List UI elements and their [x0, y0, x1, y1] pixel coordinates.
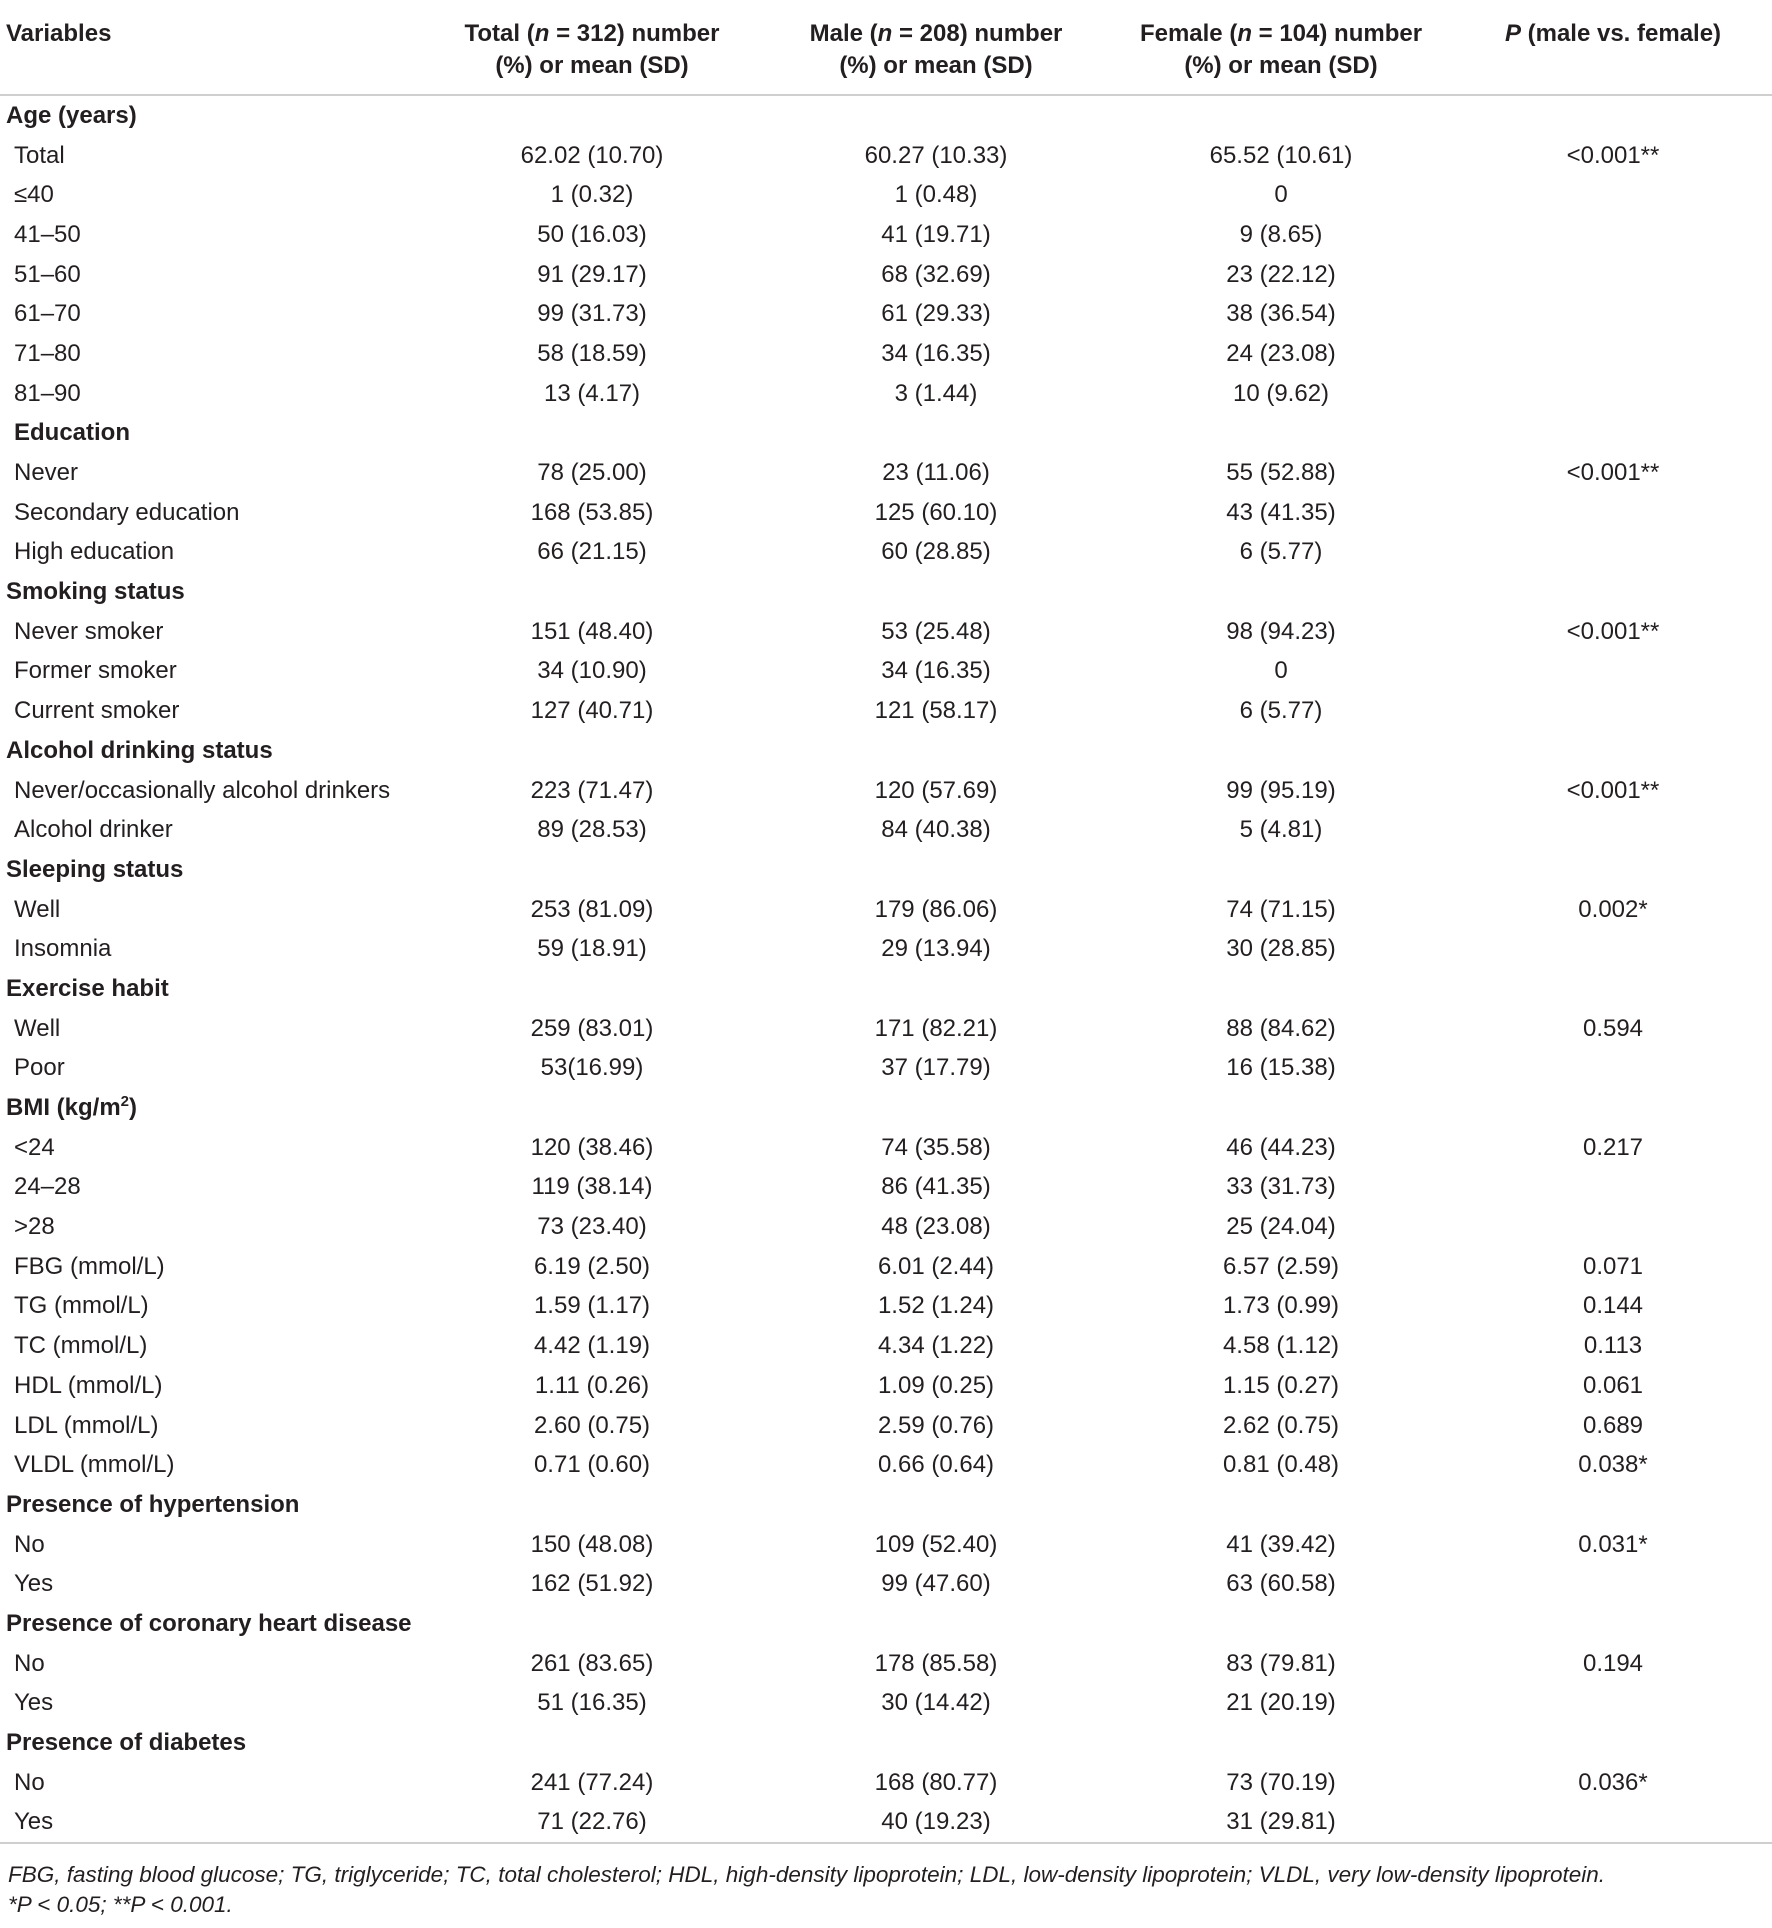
row-label: Alcohol drinker	[14, 816, 173, 844]
cell-p-value	[1454, 1049, 1772, 1089]
cell-total: 78 (25.00)	[537, 459, 647, 487]
cell-total: 58 (18.59)	[537, 339, 647, 367]
row-label: 51–60	[14, 260, 81, 288]
group-label: Presence of coronary heart disease	[6, 1609, 412, 1637]
cell-p-value	[1454, 294, 1772, 334]
table-row	[0, 1406, 1772, 1446]
cell-total: 1.11 (0.26)	[534, 1371, 650, 1399]
cell-p-value	[1454, 691, 1772, 731]
cell-male: 61 (29.33)	[881, 300, 991, 328]
row-label: VLDL (mmol/L)	[14, 1451, 175, 1479]
group-label: Sleeping status	[6, 855, 184, 883]
cell-male: 178 (85.58)	[874, 1649, 998, 1677]
cell-female: 21 (20.19)	[1226, 1689, 1336, 1717]
cell-female: 1.15 (0.27)	[1222, 1371, 1340, 1399]
cell-total: 99 (31.73)	[537, 300, 647, 328]
table-row	[0, 493, 1772, 533]
table-row	[0, 810, 1772, 850]
cell-total: 259 (83.01)	[530, 1014, 654, 1042]
header-total: Total (n = 312) number (%) or mean (SD)	[420, 0, 764, 95]
cell-female: 30 (28.85)	[1226, 935, 1336, 963]
row-label: No	[14, 1530, 45, 1558]
table-row	[0, 136, 1772, 176]
group-row	[0, 969, 1772, 1009]
cell-p-value: 0.194	[1582, 1649, 1644, 1677]
row-label: 61–70	[14, 300, 81, 328]
table-footnote	[0, 1842, 1772, 1920]
cell-male: 84 (40.38)	[881, 816, 991, 844]
group-label: Smoking status	[6, 578, 185, 606]
group-row	[0, 1604, 1772, 1644]
cell-female: 73 (70.19)	[1226, 1768, 1336, 1796]
header-row	[0, 0, 1772, 95]
row-label: Poor	[14, 1054, 65, 1082]
cell-total: 89 (28.53)	[537, 816, 647, 844]
cell-p-value	[1454, 1684, 1772, 1724]
cell-male: 1.09 (0.25)	[877, 1371, 995, 1399]
cell-total: 168 (53.85)	[530, 498, 654, 526]
row-label: Current smoker	[14, 697, 180, 725]
cell-p-value: 0.113	[1583, 1332, 1643, 1360]
table-row	[0, 1247, 1772, 1287]
cell-total: 0.71 (0.60)	[533, 1451, 651, 1479]
cell-male: 60.27 (10.33)	[864, 141, 1008, 169]
row-label: >28	[14, 1213, 55, 1241]
cell-female: 25 (24.04)	[1226, 1213, 1336, 1241]
cell-female: 23 (22.12)	[1226, 260, 1336, 288]
cell-p-value	[1454, 929, 1772, 969]
table-row	[0, 1564, 1772, 1604]
cell-total: 59 (18.91)	[537, 935, 647, 963]
cell-male: 34 (16.35)	[881, 339, 991, 367]
cell-male: 3 (1.44)	[894, 379, 978, 407]
cell-male: 60 (28.85)	[881, 538, 991, 566]
cell-male: 53 (25.48)	[881, 617, 991, 645]
cell-female: 74 (71.15)	[1226, 895, 1336, 923]
table-row	[0, 890, 1772, 930]
cell-p-value: 0.002*	[1578, 895, 1648, 923]
row-label: Total	[14, 141, 65, 169]
cell-female: 99 (95.19)	[1226, 776, 1336, 804]
cell-female: 9 (8.65)	[1239, 220, 1323, 248]
cell-female: 10 (9.62)	[1232, 379, 1330, 407]
group-label: Exercise habit	[6, 974, 169, 1002]
cell-male: 86 (41.35)	[881, 1173, 991, 1201]
cell-female: 55 (52.88)	[1226, 459, 1336, 487]
row-label: Secondary education	[14, 498, 240, 526]
cell-total: 13 (4.17)	[543, 379, 641, 407]
cell-female: 0.81 (0.48)	[1222, 1451, 1340, 1479]
group-row	[0, 414, 1772, 454]
header-variables: Variables	[0, 0, 420, 95]
cell-total: 241 (77.24)	[530, 1768, 654, 1796]
cell-total: 4.42 (1.19)	[533, 1332, 651, 1360]
cell-male: 1 (0.48)	[894, 181, 978, 209]
cell-male: 1.52 (1.24)	[877, 1292, 995, 1320]
cell-female: 98 (94.23)	[1226, 617, 1336, 645]
table-row	[0, 255, 1772, 295]
cell-p-value: <0.001**	[1566, 776, 1660, 804]
row-label: Never	[14, 459, 79, 487]
table-row	[0, 691, 1772, 731]
cell-total: 223 (71.47)	[530, 776, 654, 804]
row-label: LDL (mmol/L)	[14, 1411, 159, 1439]
row-label: Yes	[14, 1689, 54, 1717]
cell-p-value: 0.031*	[1578, 1530, 1648, 1558]
cell-female: 1.73 (0.99)	[1222, 1292, 1340, 1320]
cell-p-value	[1454, 810, 1772, 850]
cell-male: 37 (17.79)	[881, 1054, 991, 1082]
cell-total: 50 (16.03)	[537, 220, 647, 248]
footnote-significance: *P < 0.05; **P < 0.001.	[8, 1892, 233, 1918]
group-row	[0, 1485, 1772, 1525]
group-label: Age (years)	[6, 101, 137, 129]
cell-male: 41 (19.71)	[881, 220, 991, 248]
cell-male: 109 (52.40)	[874, 1530, 998, 1558]
cell-female: 63 (60.58)	[1226, 1570, 1336, 1598]
table-row	[0, 1366, 1772, 1406]
table-row	[0, 334, 1772, 374]
cell-female: 41 (39.42)	[1226, 1530, 1336, 1558]
row-label: Former smoker	[14, 657, 177, 685]
group-row	[0, 95, 1772, 136]
group-row	[0, 1723, 1772, 1763]
cell-male: 168 (80.77)	[874, 1768, 998, 1796]
row-label: Yes	[14, 1570, 54, 1598]
cell-total: 119 (38.14)	[531, 1173, 653, 1201]
row-label: TC (mmol/L)	[14, 1332, 148, 1360]
header-p-value: P (male vs. female)	[1454, 0, 1772, 95]
table-row	[0, 1803, 1772, 1843]
footnote-abbreviations: FBG, fasting blood glucose; TG, triglyceride; TC, total cholesterol; HDL, high-density lipoprotein; LDL, low-density lipoprotein; VLDL, very low-density lipoprotein.	[8, 1862, 1605, 1888]
cell-p-value	[1454, 334, 1772, 374]
cell-p-value: 0.217	[1582, 1133, 1644, 1161]
group-row	[0, 850, 1772, 890]
cell-p-value	[1454, 1803, 1772, 1843]
row-label: ≤40	[14, 181, 54, 209]
cell-male: 74 (35.58)	[881, 1133, 991, 1161]
row-label: 81–90	[14, 379, 81, 407]
cell-p-value	[1454, 175, 1772, 215]
table-row	[0, 1168, 1772, 1208]
header-male: Male (n = 208) number (%) or mean (SD)	[764, 0, 1108, 95]
cell-p-value	[1454, 1207, 1772, 1247]
cell-female: 83 (79.81)	[1226, 1649, 1336, 1677]
row-label: Insomnia	[14, 935, 112, 963]
cell-male: 99 (47.60)	[881, 1570, 991, 1598]
cell-total: 120 (38.46)	[530, 1133, 654, 1161]
cell-female: 38 (36.54)	[1226, 300, 1336, 328]
cell-total: 34 (10.90)	[537, 657, 647, 685]
cell-p-value: <0.001**	[1566, 141, 1660, 169]
cell-male: 30 (14.42)	[881, 1689, 991, 1717]
cell-female: 43 (41.35)	[1226, 498, 1336, 526]
row-label: No	[14, 1768, 45, 1796]
cell-female: 6.57 (2.59)	[1222, 1252, 1340, 1280]
table-row	[0, 771, 1772, 811]
cell-female: 4.58 (1.12)	[1222, 1332, 1340, 1360]
cell-male: 29 (13.94)	[881, 935, 991, 963]
cell-p-value	[1454, 374, 1772, 414]
cell-male: 171 (82.21)	[874, 1014, 998, 1042]
table-row	[0, 1287, 1772, 1327]
cell-male: 121 (58.17)	[874, 697, 998, 725]
row-label: No	[14, 1649, 45, 1677]
cell-male: 68 (32.69)	[881, 260, 991, 288]
table-row	[0, 533, 1772, 573]
table-row	[0, 294, 1772, 334]
cell-male: 48 (23.08)	[881, 1213, 991, 1241]
row-label: 24–28	[14, 1173, 81, 1201]
table-row	[0, 1684, 1772, 1724]
row-label: <24	[14, 1133, 55, 1161]
cell-total: 71 (22.76)	[537, 1808, 647, 1836]
cell-female: 65.52 (10.61)	[1209, 141, 1353, 169]
group-label: Presence of hypertension	[6, 1490, 300, 1518]
table-row	[0, 1525, 1772, 1565]
cell-total: 1.59 (1.17)	[533, 1292, 651, 1320]
table-row	[0, 1326, 1772, 1366]
cell-male: 23 (11.06)	[882, 459, 990, 487]
cell-male: 40 (19.23)	[881, 1808, 991, 1836]
table-row	[0, 612, 1772, 652]
cell-total: 2.60 (0.75)	[533, 1411, 651, 1439]
cell-p-value	[1454, 533, 1772, 573]
cell-p-value: 0.036*	[1578, 1768, 1648, 1796]
cell-total: 51 (16.35)	[537, 1689, 647, 1717]
cell-total: 162 (51.92)	[530, 1570, 654, 1598]
cell-p-value	[1454, 493, 1772, 533]
cell-male: 2.59 (0.76)	[877, 1411, 995, 1439]
row-label: TG (mmol/L)	[14, 1292, 149, 1320]
row-label: High education	[14, 538, 175, 566]
cell-female: 5 (4.81)	[1239, 816, 1323, 844]
cell-total: 261 (83.65)	[530, 1649, 654, 1677]
row-label: Never/occasionally alcohol drinkers	[14, 776, 391, 804]
cell-total: 150 (48.08)	[530, 1530, 654, 1558]
cell-total: 1 (0.32)	[550, 181, 634, 209]
group-row	[0, 731, 1772, 771]
cell-total: 73 (23.40)	[537, 1213, 647, 1241]
cell-male: 120 (57.69)	[874, 776, 998, 804]
table-row	[0, 929, 1772, 969]
group-label: Alcohol drinking status	[6, 736, 273, 764]
cell-total: 53(16.99)	[540, 1054, 644, 1082]
table-row	[0, 1207, 1772, 1247]
table-header	[0, 0, 1772, 95]
group-label: Education	[14, 419, 131, 447]
table-row	[0, 1009, 1772, 1049]
cell-total: 151 (48.40)	[530, 617, 654, 645]
cell-p-value	[1454, 215, 1772, 255]
table-row	[0, 215, 1772, 255]
cell-p-value: 0.689	[1582, 1411, 1644, 1439]
cell-p-value	[1454, 1168, 1772, 1208]
cell-p-value: 0.594	[1582, 1014, 1644, 1042]
cell-p-value	[1454, 255, 1772, 295]
cell-total: 253 (81.09)	[530, 895, 654, 923]
cell-female: 2.62 (0.75)	[1222, 1411, 1340, 1439]
cell-total: 127 (40.71)	[530, 697, 654, 725]
table-row	[0, 374, 1772, 414]
header-female: Female (n = 104) number (%) or mean (SD)	[1108, 0, 1454, 95]
cell-female: 0	[1274, 181, 1288, 209]
cell-p-value: <0.001**	[1566, 459, 1660, 487]
row-label: Yes	[14, 1808, 54, 1836]
table-body	[0, 95, 1772, 1842]
row-label: HDL (mmol/L)	[14, 1371, 163, 1399]
cell-female: 88 (84.62)	[1226, 1014, 1336, 1042]
table-row	[0, 1644, 1772, 1684]
cell-female: 16 (15.38)	[1226, 1054, 1336, 1082]
row-label: 41–50	[14, 220, 81, 248]
row-label: Well	[14, 1014, 61, 1042]
row-label: Never smoker	[14, 617, 164, 645]
group-label: Presence of diabetes	[6, 1729, 247, 1757]
group-row	[0, 572, 1772, 612]
group-label-bmi: BMI $(kg/m^2)$	[6, 1093, 138, 1122]
cell-p-value: 0.071	[1582, 1252, 1644, 1280]
table-row	[0, 652, 1772, 692]
table-row	[0, 1763, 1772, 1803]
table-row	[0, 1049, 1772, 1089]
cell-p-value	[1454, 1564, 1772, 1604]
cell-female: 31 (29.81)	[1226, 1808, 1336, 1836]
table-row	[0, 175, 1772, 215]
cell-female: 46 (44.23)	[1226, 1133, 1336, 1161]
cell-female: 24 (23.08)	[1226, 339, 1336, 367]
cell-male: 179 (86.06)	[874, 895, 998, 923]
cell-p-value: 0.144	[1582, 1292, 1644, 1320]
group-row	[0, 1088, 1772, 1128]
cell-female: 0	[1274, 657, 1288, 685]
cell-total: 66 (21.15)	[537, 538, 647, 566]
row-label: 71–80	[14, 339, 81, 367]
table-row	[0, 1128, 1772, 1168]
row-label: Well	[14, 895, 61, 923]
table-row	[0, 1445, 1772, 1485]
table-row	[0, 453, 1772, 493]
cell-p-value: 0.038*	[1578, 1451, 1648, 1479]
cell-female: 6 (5.77)	[1239, 538, 1323, 566]
cell-female: 33 (31.73)	[1226, 1173, 1336, 1201]
cell-male: 125 (60.10)	[874, 498, 998, 526]
cell-female: 6 (5.77)	[1239, 697, 1323, 725]
cell-total: 62.02 (10.70)	[520, 141, 664, 169]
cell-male: 4.34 (1.22)	[877, 1332, 995, 1360]
cell-male: 6.01 (2.44)	[877, 1252, 995, 1280]
cell-p-value	[1454, 652, 1772, 692]
cell-male: 0.66 (0.64)	[877, 1451, 995, 1479]
cell-total: 6.19 (2.50)	[533, 1252, 651, 1280]
cell-p-value: 0.061	[1582, 1371, 1644, 1399]
row-label: FBG (mmol/L)	[14, 1252, 165, 1280]
cell-p-value: <0.001**	[1566, 617, 1660, 645]
cell-total: 91 (29.17)	[537, 260, 647, 288]
cell-male: 34 (16.35)	[881, 657, 991, 685]
